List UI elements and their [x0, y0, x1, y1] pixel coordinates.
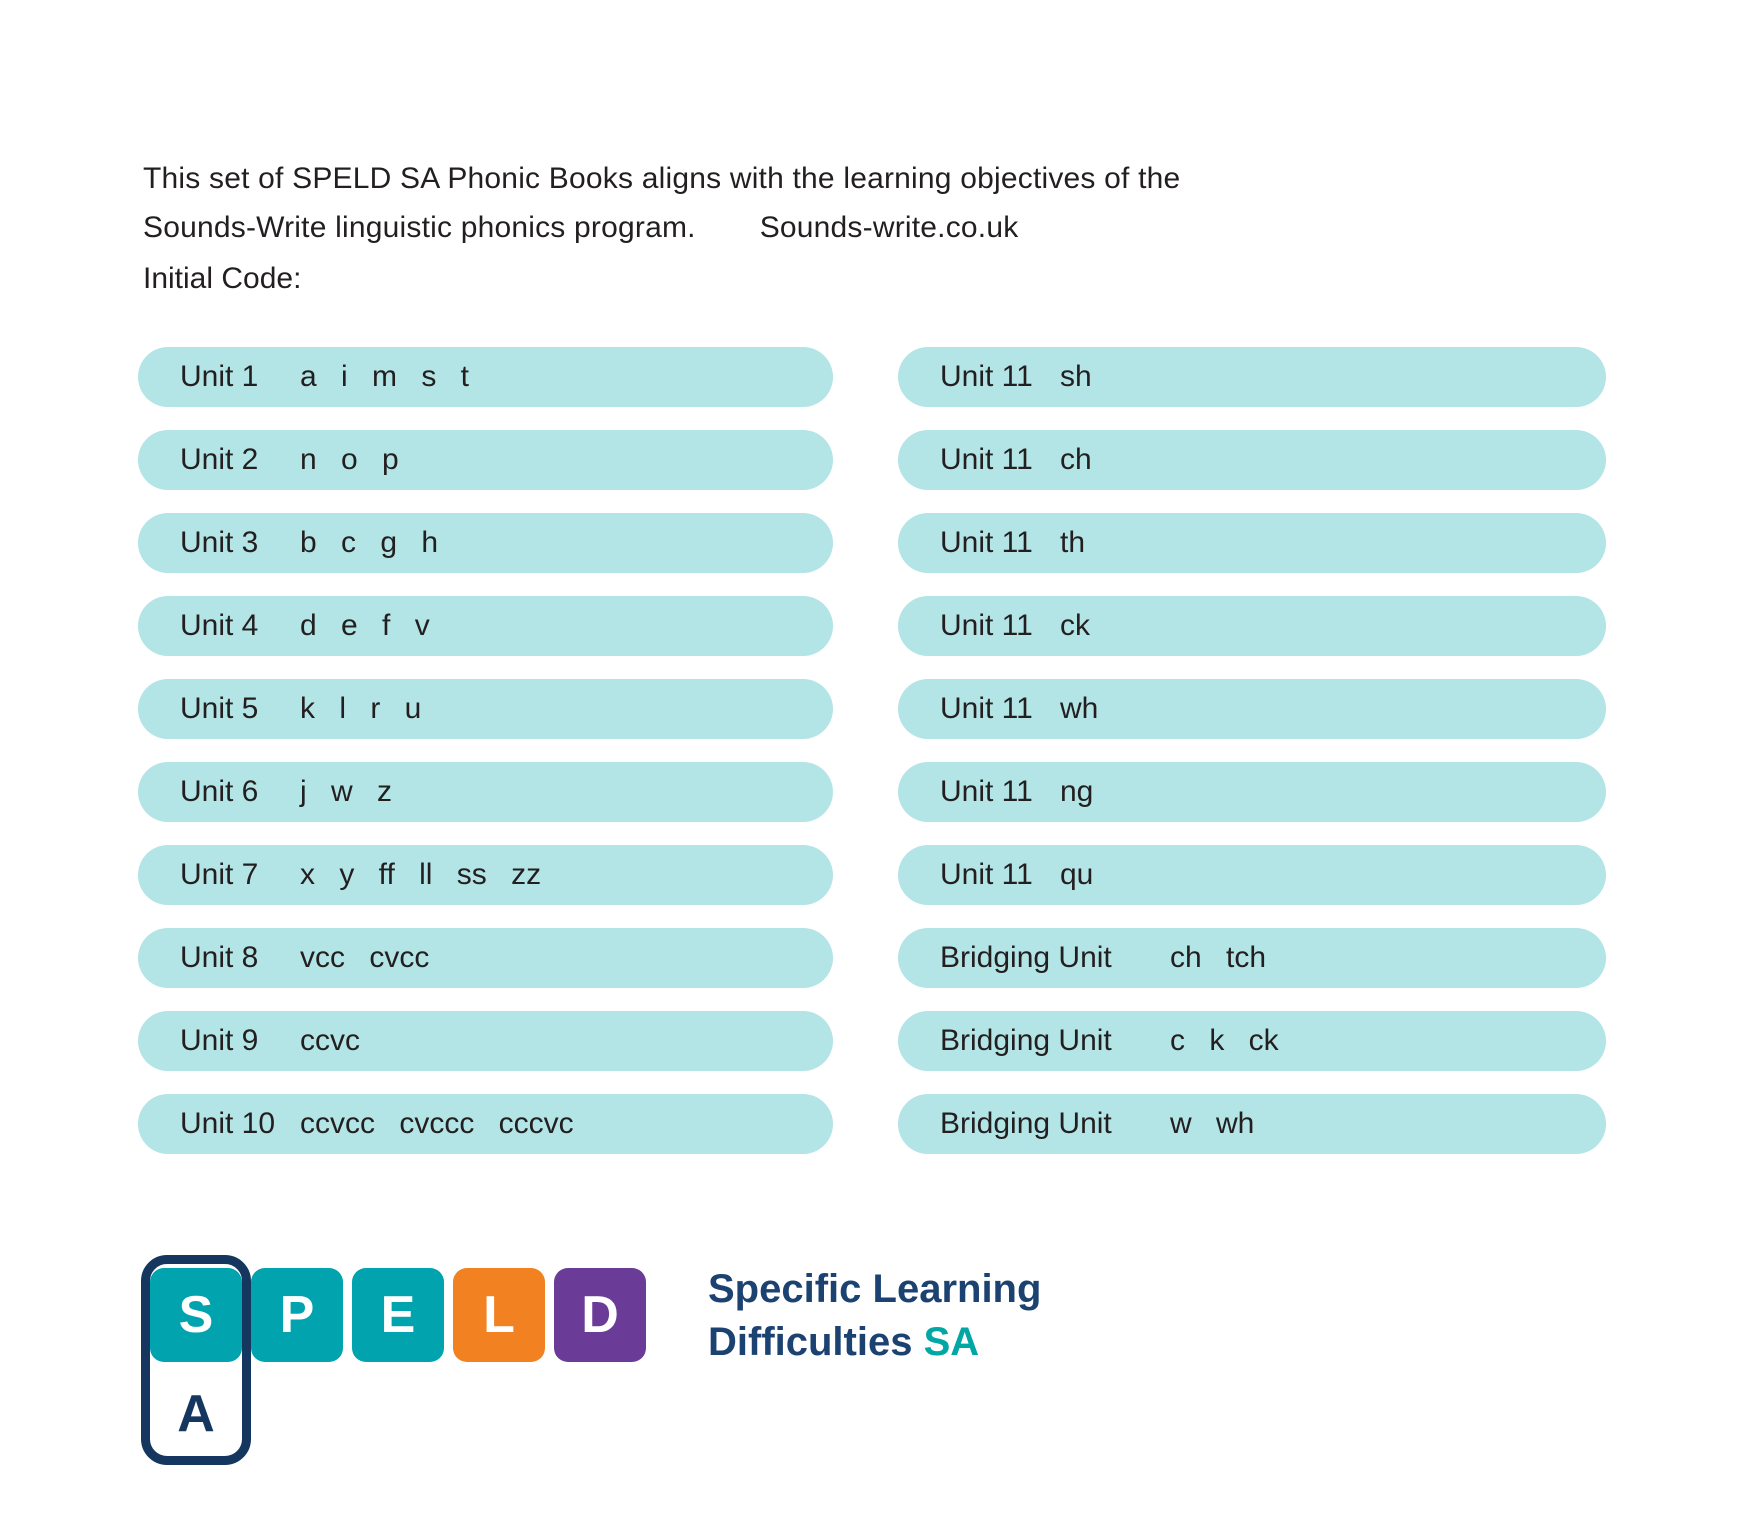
logo-tile-e: E — [352, 1268, 444, 1362]
unit-pill-label: Unit 11 — [940, 858, 1033, 891]
unit-pill — [898, 845, 1606, 905]
intro-text — [143, 154, 1180, 252]
unit-pill — [138, 347, 833, 407]
intro-line2: Sounds-Write linguistic phonics program. — [143, 211, 696, 244]
unit-pill-letters: c k ck — [1170, 1024, 1279, 1057]
unit-pill — [138, 1011, 833, 1071]
initial-code-label: Initial Code: — [143, 262, 302, 295]
logo-wordmark — [708, 1263, 1041, 1369]
logo-text-line1: Specific Learning — [708, 1267, 1042, 1311]
unit-pill-label: Unit 8 — [180, 941, 259, 974]
unit-pill — [138, 845, 833, 905]
unit-pill — [138, 596, 833, 656]
unit-pill — [898, 1011, 1606, 1071]
unit-pill-letters: sh — [1060, 360, 1092, 393]
intro-line1: This set of SPELD SA Phonic Books aligns with the learning objectives of the — [143, 162, 1181, 195]
logo-letter-a: A — [177, 1385, 215, 1443]
unit-pill-letters: ccvc — [300, 1024, 360, 1057]
unit-pill-label: Unit 6 — [180, 775, 259, 808]
unit-pill-label: Unit 11 — [940, 692, 1033, 725]
unit-pill — [898, 1094, 1606, 1154]
initial-code-left-column — [138, 347, 833, 1177]
logo-tile-p: P — [251, 1268, 343, 1362]
unit-pill-letters: ccvcc cvccc cccvc — [300, 1107, 574, 1140]
unit-pill — [898, 596, 1606, 656]
unit-pill-label: Unit 9 — [180, 1024, 259, 1057]
unit-pill — [138, 762, 833, 822]
unit-pill-label: Unit 2 — [180, 443, 259, 476]
unit-pill — [898, 513, 1606, 573]
unit-pill-letters: qu — [1060, 858, 1094, 891]
unit-pill-letters: ck — [1060, 609, 1090, 642]
unit-pill — [138, 1094, 833, 1154]
unit-pill-label: Unit 11 — [940, 443, 1033, 476]
initial-code-right-column — [898, 347, 1606, 1177]
unit-pill-label: Unit 11 — [940, 609, 1033, 642]
unit-pill-label: Unit 1 — [180, 360, 259, 393]
unit-pill-letters: k l r u — [300, 692, 422, 725]
unit-pill-label: Bridging Unit — [940, 1024, 1112, 1057]
unit-pill-label: Bridging Unit — [940, 941, 1112, 974]
unit-pill-letters: ch tch — [1170, 941, 1267, 974]
unit-pill — [898, 679, 1606, 739]
unit-pill-label: Unit 10 — [180, 1107, 276, 1140]
unit-pill — [138, 928, 833, 988]
unit-pill-label: Unit 4 — [180, 609, 259, 642]
unit-pill-letters: b c g h — [300, 526, 439, 559]
unit-pill-letters: ch — [1060, 443, 1092, 476]
unit-pill — [898, 430, 1606, 490]
unit-pill-letters: wh — [1060, 692, 1099, 725]
unit-pill-label: Unit 11 — [940, 775, 1033, 808]
unit-pill-label: Unit 3 — [180, 526, 259, 559]
logo-tile-s: S — [150, 1268, 242, 1362]
unit-pill-label: Unit 5 — [180, 692, 259, 725]
unit-pill-letters: w wh — [1170, 1107, 1255, 1140]
logo-text-sa: SA — [923, 1320, 980, 1364]
unit-pill-letters: ng — [1060, 775, 1094, 808]
unit-pill — [898, 347, 1606, 407]
sounds-write-link[interactable]: Sounds-write.co.uk — [759, 211, 1019, 244]
unit-pill — [138, 679, 833, 739]
unit-pill-letters: n o p — [300, 443, 399, 476]
unit-pill-letters: d e f v — [300, 609, 430, 642]
unit-pill-letters: x y ff ll ss zz — [300, 858, 542, 891]
unit-pill-label: Unit 11 — [940, 526, 1033, 559]
logo-text-line2: Difficulties — [708, 1320, 913, 1364]
unit-pill-label: Unit 7 — [180, 858, 259, 891]
logo-tile-l: L — [453, 1268, 545, 1362]
logo-tile-d: D — [554, 1268, 646, 1362]
unit-pill — [898, 928, 1606, 988]
unit-pill-label: Unit 11 — [940, 360, 1033, 393]
unit-pill — [138, 513, 833, 573]
unit-pill-letters: j w z — [300, 775, 392, 808]
unit-pill-letters: vcc cvcc — [300, 941, 430, 974]
unit-pill-label: Bridging Unit — [940, 1107, 1112, 1140]
unit-pill-letters: a i m s t — [300, 360, 470, 393]
unit-pill — [138, 430, 833, 490]
unit-pill — [898, 762, 1606, 822]
unit-pill-letters: th — [1060, 526, 1086, 559]
